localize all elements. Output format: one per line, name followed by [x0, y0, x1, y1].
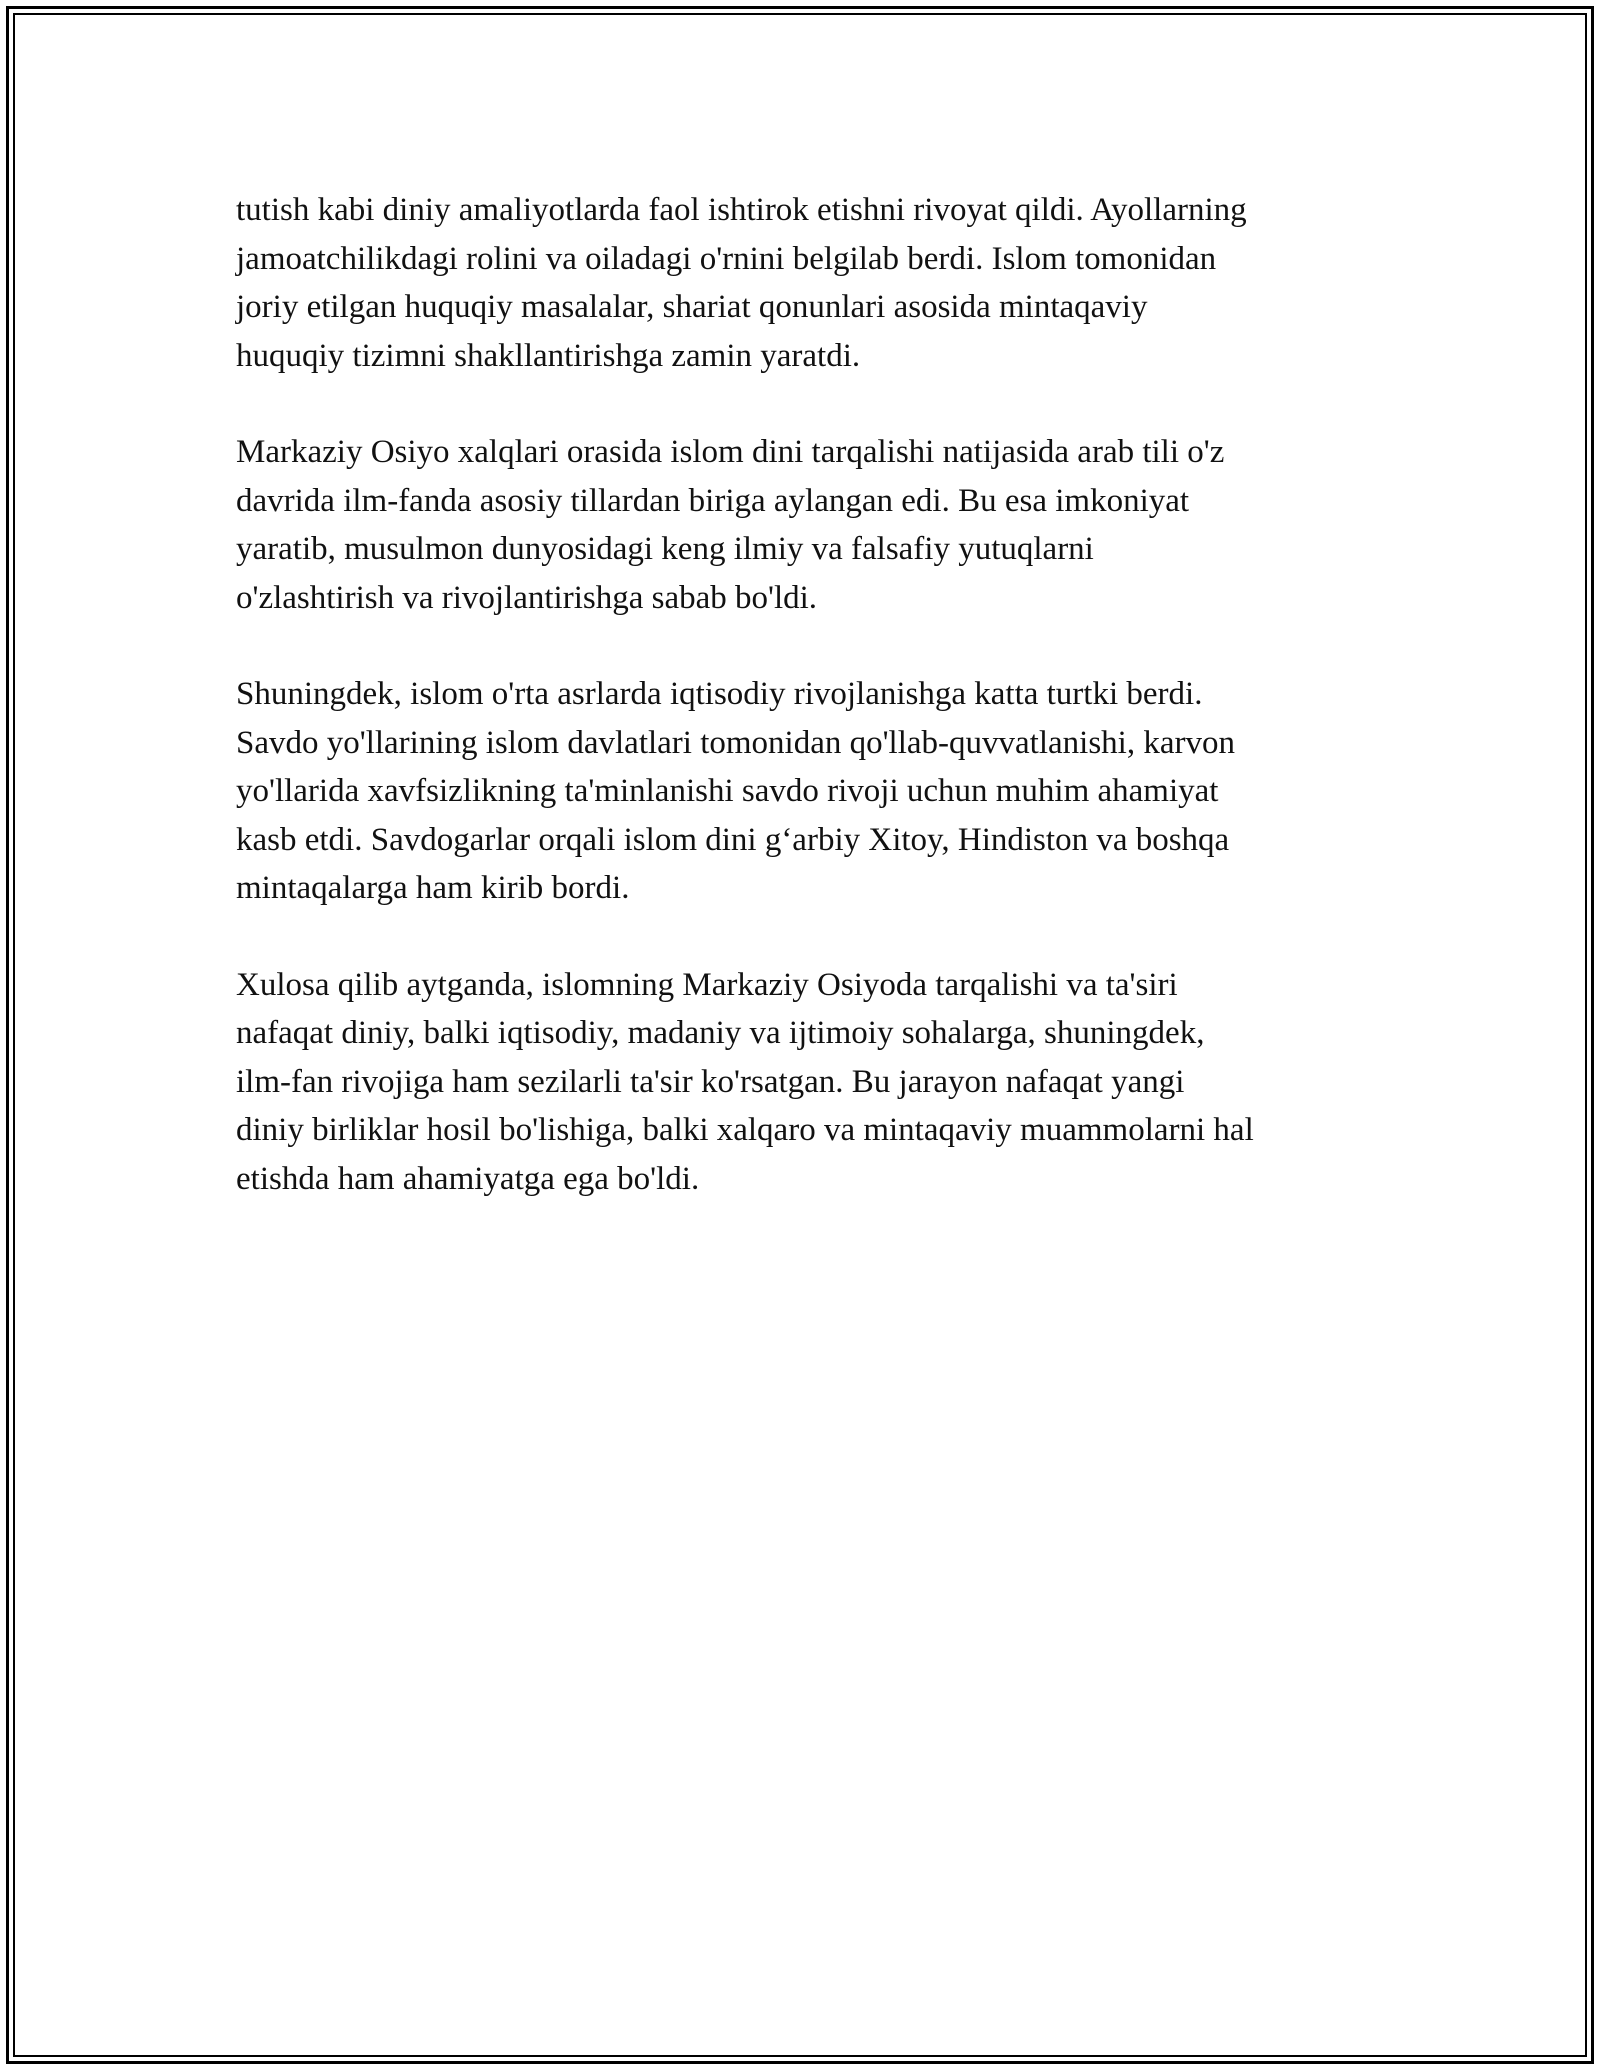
paragraph-economic-development — [236, 670, 1386, 913]
text-line: mintaqalarga ham kirib bordi. — [236, 870, 630, 906]
text-line: Shuningdek, islom o'rta asrlarda iqtisodiy rivojlanishga katta turtki berdi. — [236, 676, 1203, 712]
text-line: joriy etilgan huquqiy masalalar, shariat qonunlari asosida mintaqaviy — [236, 289, 1148, 325]
text-line: jamoatchilikdagi rolini va oiladagi o'rnini belgilab berdi. Islom tomonidan — [236, 240, 1217, 277]
text-line: huquqiy tizimni shakllantirishga zamin yaratdi. — [236, 337, 861, 374]
paragraph-women-and-law — [236, 186, 1386, 380]
paragraph-arabic-language — [236, 428, 1386, 622]
text-line: kasb etdi. Savdogarlar orqali islom dini g‘arbiy Xitoy, Hindiston va boshqa — [236, 821, 1230, 858]
text-line: Markaziy Osiyo xalqlari orasida islom dini tarqalishi natijasida arab tili o'z — [236, 434, 1225, 470]
text-line: etishda ham ahamiyatga ega bo'ldi. — [236, 1160, 700, 1197]
text-line: yaratib, musulmon dunyosidagi keng ilmiy va falsafiy yutuqlarni — [236, 531, 1094, 567]
text-line: nafaqat diniy, balki iqtisodiy, madaniy va ijtimoiy sohalarga, shuningdek, — [236, 1015, 1205, 1051]
text-line: o'zlashtirish va rivojlantirishga sabab bo'ldi. — [236, 579, 818, 616]
text-line: diniy birliklar hosil bo'lishiga, balki xalqaro va mintaqaviy muammolarni hal — [236, 1112, 1254, 1148]
text-line: yo'llarida xavfsizlikning ta'minlanishi savdo rivoji uchun muhim ahamiyat — [236, 773, 1219, 809]
text-line: davrida ilm-fanda asosiy tillardan biriga aylangan edi. Bu esa imkoniyat — [236, 482, 1190, 519]
text-line: Xulosa qilib aytganda, islomning Markaziy Osiyoda tarqalishi va ta'siri — [236, 966, 1178, 1003]
document-body — [236, 186, 1386, 1251]
text-line: ilm-fan rivojiga ham sezilarli ta'sir ko'rsatgan. Bu jarayon nafaqat yangi — [236, 1063, 1185, 1100]
text-line: Savdo yo'llarining islom davlatlari tomonidan qo'llab-quvvatlanishi, karvon — [236, 724, 1235, 761]
paragraph-conclusion — [236, 961, 1386, 1204]
text-line: tutish kabi diniy amaliyotlarda faol ishtirok etishni rivoyat qildi. Ayollarning — [236, 192, 1247, 228]
